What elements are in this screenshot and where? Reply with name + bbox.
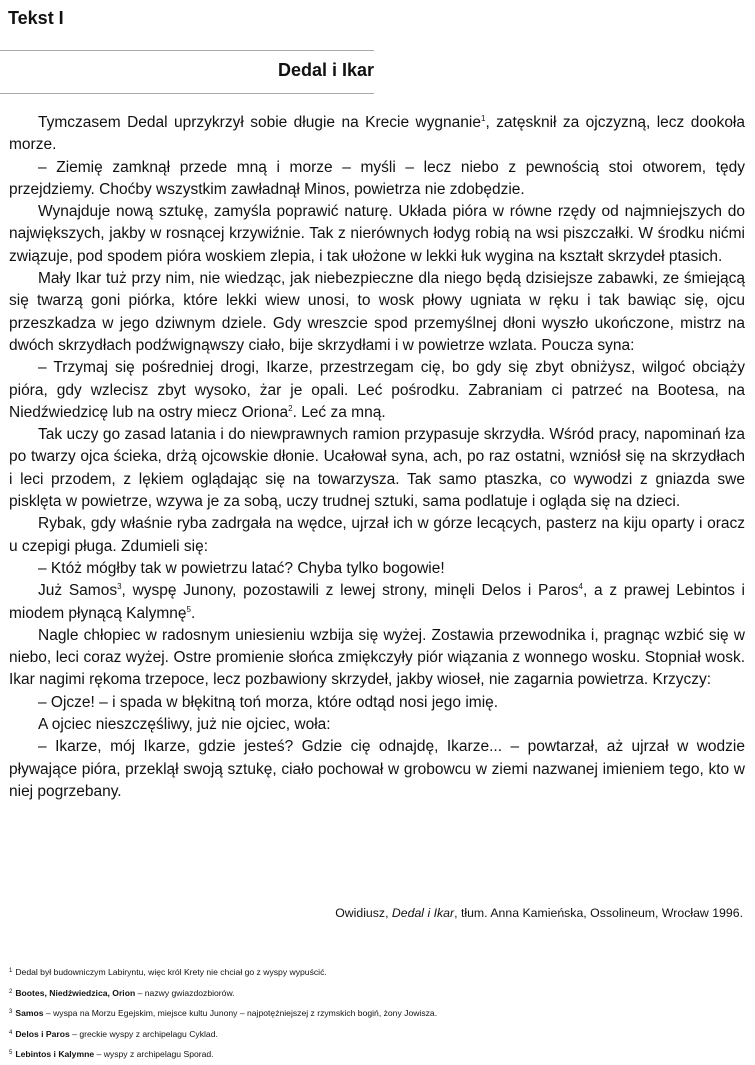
paragraph xyxy=(9,424,745,513)
footnote-ref: 5 xyxy=(186,604,191,614)
paragraph-text: . Leć za mną. xyxy=(292,403,386,421)
footnote xyxy=(9,962,749,983)
paragraph xyxy=(9,692,745,714)
footnote-text: Dedal był budowniczym Labiryntu, więc król Krety nie chciał go z wyspy wypuścić. xyxy=(15,967,327,977)
section-label: Tekst I xyxy=(8,8,64,28)
source-details: , tłum. Anna Kamieńska, Ossolineum, Wrocław 1996. xyxy=(454,906,743,920)
paragraph-text: Już Samos xyxy=(38,582,118,600)
footnote-term: Bootes, Niedźwiedzica, Orion xyxy=(15,987,136,998)
source-author: Owidiusz, xyxy=(335,906,392,920)
footnote-term: Lebintos i Kalymne xyxy=(15,1049,95,1060)
title-rule-bottom xyxy=(0,93,374,94)
paragraph xyxy=(9,268,745,357)
footnote-ref: 2 xyxy=(288,403,293,413)
paragraph-text: Mały Ikar tuż przy nim, nie wiedząc, jak niebezpieczne dla niego będą dzisiejsze zabawki, ze śmiejącą się twarzą goni piórka, które lekki wiew unosi, to wosk płowy ugniata w ręku i tak bawiąc się, ojcu przeszkadza w jego dziwnym dziele. Gdy wreszcie spod przemyślnej dłoni wyszło ukończone, mistrz na dwóch skrzydłach podźwignąwszy ciało, bije skrzydłami i w powietrze wzlata. Poucza syna: xyxy=(9,270,745,354)
paragraph xyxy=(9,112,745,157)
footnote-term: Samos xyxy=(15,1008,44,1019)
paragraph-text: – Któż mógłby tak w powietrzu latać? Chyba tylko bogowie! xyxy=(38,559,445,577)
footnote-number: 1 xyxy=(9,968,13,974)
paragraph-text: – Ikarze, mój Ikarze, gdzie jesteś? Gdzie cię odnajdę, Ikarze... – powtarzał, aż ujrzał w wodzie pływające pióra, przeklął swoją sztukę, ciało pochował w grobowcu w ziemi nazwanej imieniem tego, kto w niej pogrzebany. xyxy=(9,738,745,800)
paragraph-text: Rybak, gdy właśnie ryba zadrgała na wędce, ujrzał ich w górze lecących, pasterz na kiju oparty i oracz u czepigi pługa. Zdumieli się: xyxy=(9,515,745,555)
paragraph xyxy=(9,201,745,268)
paragraph-text: Tymczasem Dedal uprzykrzył sobie długie na Krecie wygnanie xyxy=(38,114,481,131)
paragraph xyxy=(9,357,745,424)
footnotes xyxy=(9,962,749,1065)
footnote-ref: 3 xyxy=(117,582,122,592)
footnote xyxy=(9,983,749,1004)
paragraph-text: , zatęsknił za ojczyzną, lecz dookoła morze. xyxy=(9,114,746,154)
footnote-text: – greckie wyspy z archipelagu Cyklad. xyxy=(69,1028,218,1039)
footnote-text: – wyspa na Morzu Egejskim, miejsce kultu Junony – najpotężniejszej z rzymskich bogiń, żony Jowisza. xyxy=(43,1008,438,1019)
paragraph xyxy=(9,625,745,692)
paragraph-text: – Ziemię zamknął przede mną i morze – myśli – lecz niebo z pewnością stoi otworem, tędy przejdziemy. Choćby wszystkim zawładnął Minos, powietrza nie zdobędzie. xyxy=(9,158,745,198)
footnote-number: 4 xyxy=(9,1029,13,1036)
paragraph xyxy=(9,558,745,580)
paragraph xyxy=(9,580,745,625)
footnote-term: Delos i Paros xyxy=(15,1028,70,1039)
footnote-number: 2 xyxy=(9,988,13,995)
footnote xyxy=(9,1024,749,1045)
footnote-number: 3 xyxy=(9,1009,13,1016)
footnote-text: – nazwy gwiazdozbiorów. xyxy=(135,987,235,998)
paragraph-text: Wynajduje nową sztukę, zamyśla poprawić naturę. Układa pióra w równe rzędy od najmniejszych do największych, jakby w rosnącej krzywiźnie. Tak z nierównych łodyg robią na wsi piszczałki. W środku nićmi związuje, pod spodem pióra woskiem zlepia, i tak ułożone w lekki łuk wygina na kształt skrzydeł ptasich. xyxy=(9,203,745,265)
footnote-text: – wyspy z archipelagu Sporad. xyxy=(94,1049,214,1060)
footnote xyxy=(9,1003,749,1024)
footnote-number: 5 xyxy=(9,1050,13,1057)
paragraph-text: , a z prawej Lebintos i miodem płynącą Kalymnę xyxy=(9,582,745,622)
paragraph-text: Tak uczy go zasad latania i do niewprawnych ramion przypasuje skrzydła. Wśród pracy, napominań łza po twarzy ojca ścieka, drżą ojcowskie dłonie. Ucałował syna, ach, po raz ostatni, wzniósł się na skrzydłach i leci przodem, z lękiem oglądając się na towarzysza. Tak samo ptaszka, co wywodzi z gniazda swe pisklęta w powietrze, wzywa je za sobą, uczy trudnej sztuki, sama podlatuje i ogląda się na dzieci. xyxy=(9,426,745,511)
source-title: Dedal i Ikar xyxy=(391,906,455,920)
paragraph-text: Nagle chłopiec w radosnym uniesieniu wzbija się wyżej. Zostawia przewodnika i, pragnąc wzbić się w niebo, leci coraz wyżej. Ostre promienie słońca zmiękczyły piór wiązania z wonnego wosku. Stopniał wosk. Ikar nagimi rękoma trzepoce, lecz pozbawiony skrzydeł, jakby wioseł, nie zagarnia powietrza. Krzyczy: xyxy=(9,626,745,689)
source-citation xyxy=(335,906,743,920)
paragraph-text: , wyspę Junony, pozostawili z lewej strony, minęli Delos i Paros xyxy=(121,582,579,600)
paragraph xyxy=(9,513,745,558)
paragraph xyxy=(9,736,745,803)
paragraph-text: A ojciec nieszczęśliwy, już nie ojciec, woła: xyxy=(38,716,331,734)
story-title: Dedal i Ikar xyxy=(277,60,374,80)
footnote-ref: 4 xyxy=(578,582,583,592)
paragraph-text: . xyxy=(190,604,196,622)
footnote-ref: 1 xyxy=(480,114,486,123)
story-body xyxy=(9,112,745,803)
title-rule-top xyxy=(0,50,374,51)
paragraph-text: – Trzymaj się pośredniej drogi, Ikarze, przestrzegam cię, bo gdy się zbyt obniżysz, wilgoć obciąży pióra, gdy wzlecisz zbyt wysoko, żar je opali. Leć pośrodku. Zabraniam ci patrzeć na Bootesa, na Niedźwiedzicę lub na ostry miecz Oriona xyxy=(9,359,745,421)
paragraph-text: – Ojcze! – i spada w błękitną toń morza, które odtąd nosi jego imię. xyxy=(38,693,499,711)
footnote xyxy=(9,1044,749,1065)
paragraph xyxy=(9,714,745,736)
paragraph xyxy=(9,157,745,202)
